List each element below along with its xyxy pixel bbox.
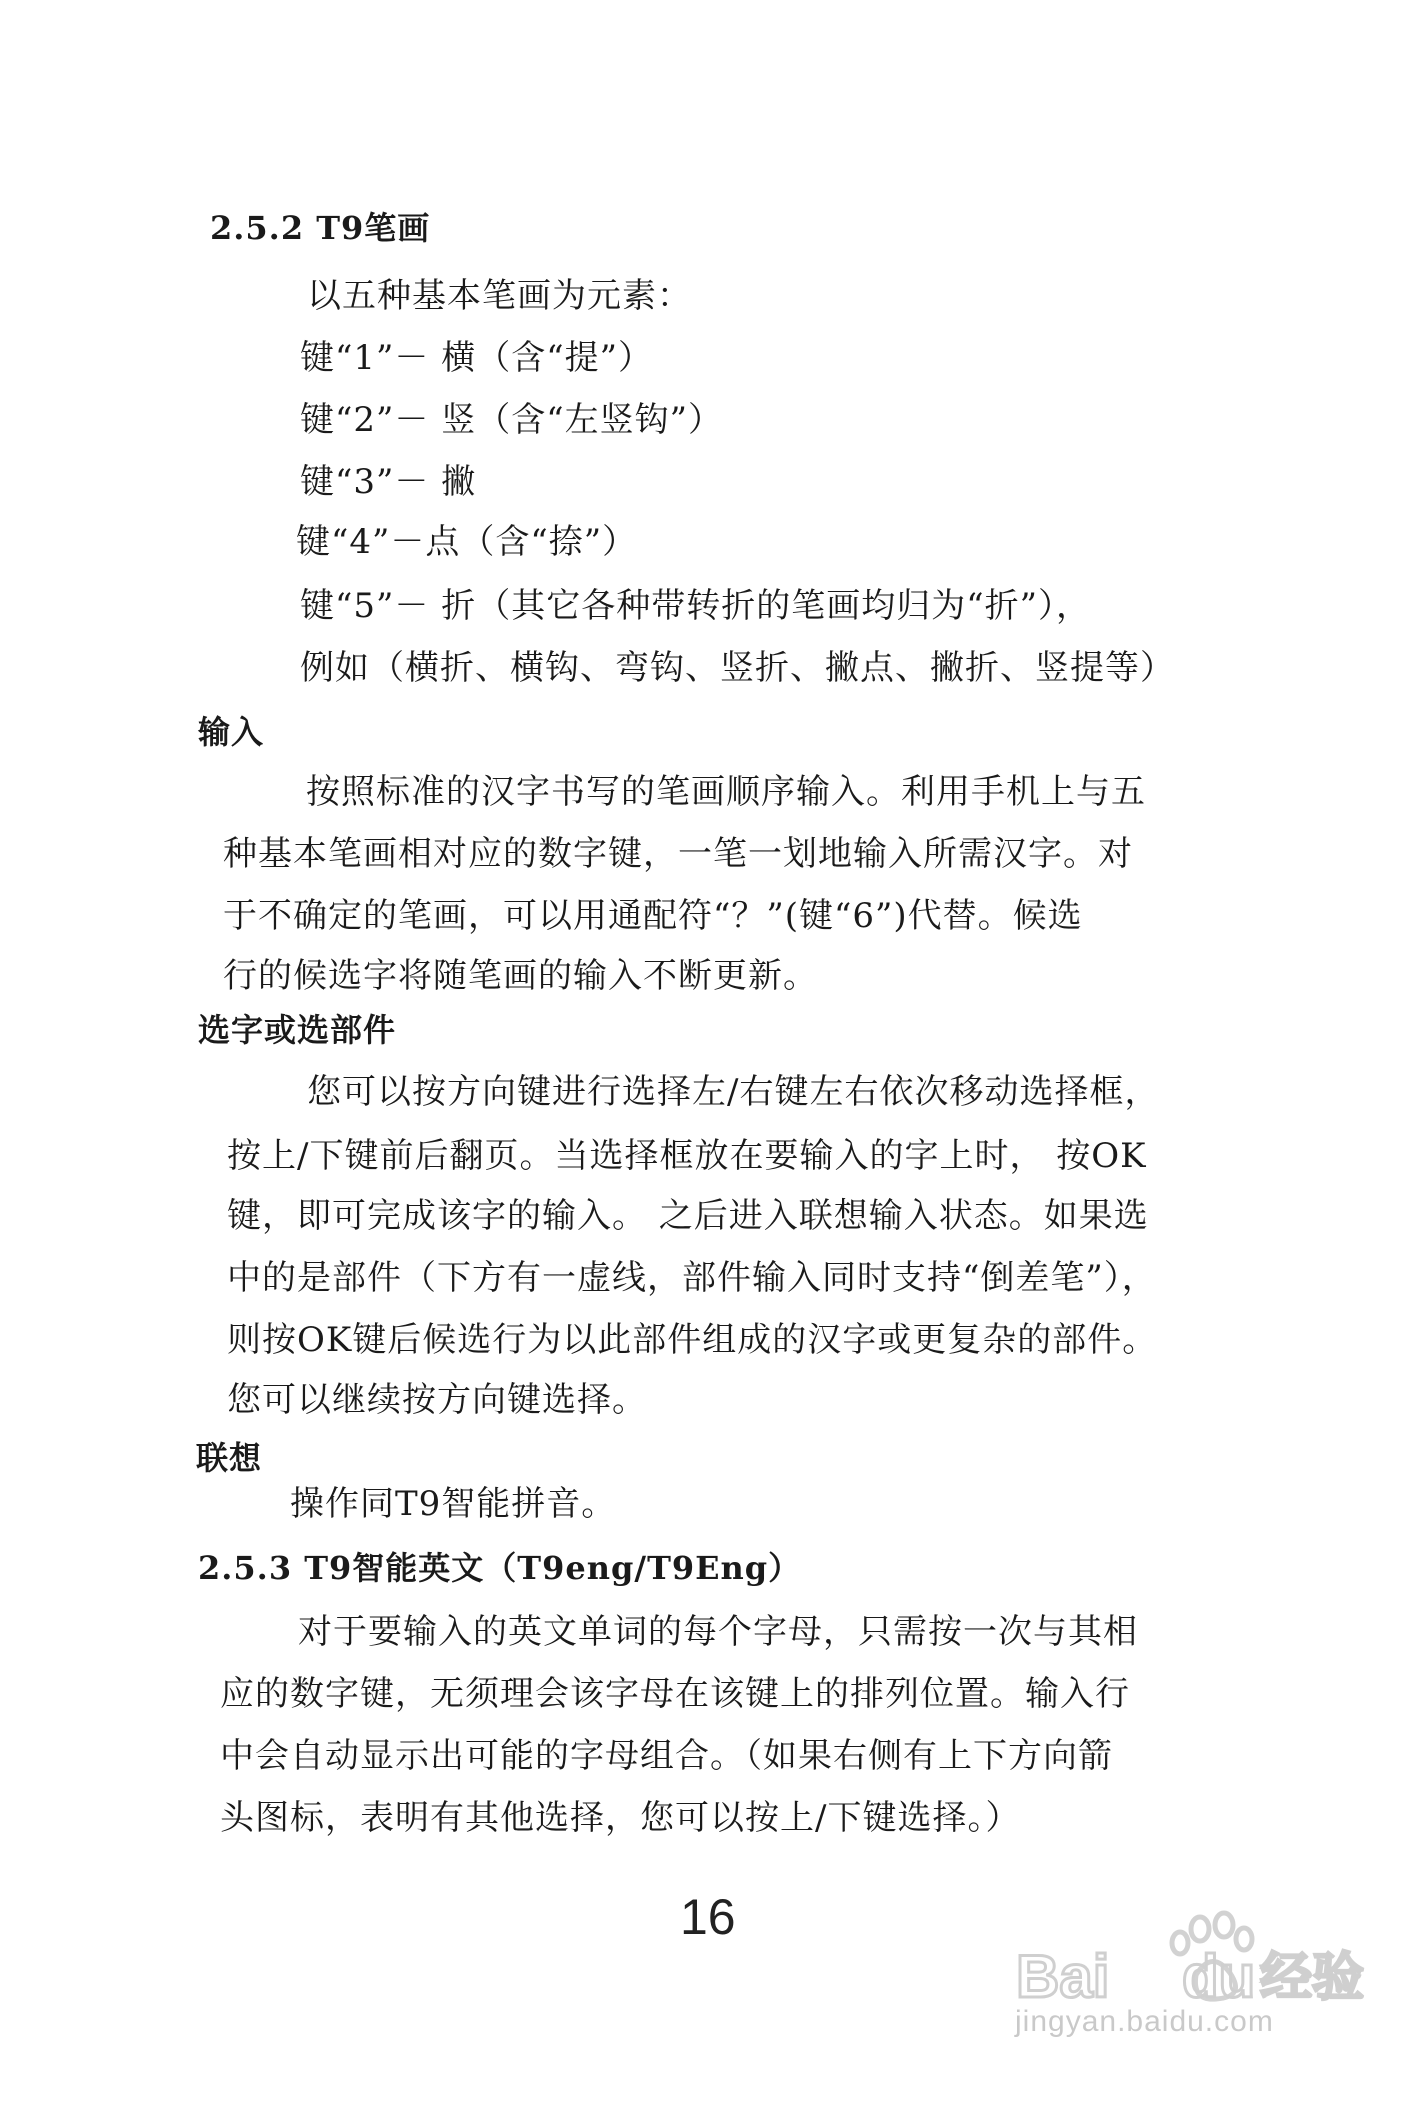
input-paragraph-line: 种基本笔画相对应的数字键，一笔一划地输入所需汉字。对 — [223, 834, 1133, 874]
key-example-line: 例如（横折、横钩、弯钩、竖折、撇点、撇折、竖提等） — [300, 648, 1175, 688]
select-heading: 选字或选部件 — [198, 1011, 397, 1049]
section-heading-2-5-3: 2.5.3 T9智能英文（T9eng/T9Eng） — [198, 1549, 802, 1587]
english-paragraph-line: 对于要输入的英文单词的每个字母，只需按一次与其相 — [298, 1612, 1138, 1652]
key-1-line: 键“1”－ 横（含“提”） — [300, 338, 653, 378]
input-paragraph-line: 按照标准的汉字书写的笔画顺序输入。利用手机上与五 — [306, 772, 1146, 812]
select-paragraph-line: 中的是部件（下方有一虚线，部件输入同时支持“倒差笔”）， — [227, 1258, 1157, 1298]
select-paragraph-line: 您可以按方向键进行选择左/右键左右依次移动选择框， — [307, 1072, 1160, 1112]
page-number: 16 — [680, 1889, 736, 1945]
watermark-url: jingyan.baidu.com — [1015, 2005, 1274, 2038]
key-3-line: 键“3”－ 撇 — [300, 462, 477, 502]
select-paragraph-line: 您可以继续按方向键选择。 — [227, 1380, 647, 1420]
svg-text:du: du — [1182, 1943, 1256, 2010]
key-2-line: 键“2”－ 竖（含“左竖钩”） — [300, 400, 723, 440]
svg-text:Bai: Bai — [1016, 1943, 1110, 2010]
section-heading-2-5-2: 2.5.2 T9笔画 — [210, 209, 431, 247]
select-paragraph-line: 则按OK键后候选行为以此部件组成的汉字或更复杂的部件。 — [227, 1320, 1158, 1360]
input-paragraph-line: 于不确定的笔画，可以用通配符“？”(键“6”)代替。候选 — [223, 896, 1083, 936]
select-paragraph-line: 键，即可完成该字的输入。 之后进入联想输入状态。如果选 — [227, 1196, 1149, 1236]
input-heading: 输入 — [198, 713, 265, 751]
english-paragraph-line: 头图标，表明有其他选择，您可以按上/下键选择。） — [220, 1798, 1021, 1838]
input-paragraph-line: 行的候选字将随笔画的输入不断更新。 — [223, 956, 818, 996]
select-paragraph-line: 按上/下键前后翻页。当选择框放在要输入的字上时， 按OK — [227, 1136, 1147, 1176]
key-4-line: 键“4”－点（含“捺”） — [296, 522, 638, 562]
stroke-intro: 以五种基本笔画为元素： — [307, 276, 692, 316]
key-5-line: 键“5”－ 折（其它各种带转折的笔画均归为“折”）， — [300, 586, 1091, 626]
svg-text:经验: 经验 — [1260, 1948, 1365, 2008]
english-paragraph-line: 应的数字键，无须理会该字母在该键上的排列位置。输入行 — [220, 1674, 1130, 1714]
association-heading: 联想 — [196, 1439, 263, 1477]
association-line: 操作同T9智能拼音。 — [290, 1484, 617, 1524]
english-paragraph-line: 中会自动显示出可能的字母组合。（如果右侧有上下方向箭 — [220, 1736, 1113, 1776]
